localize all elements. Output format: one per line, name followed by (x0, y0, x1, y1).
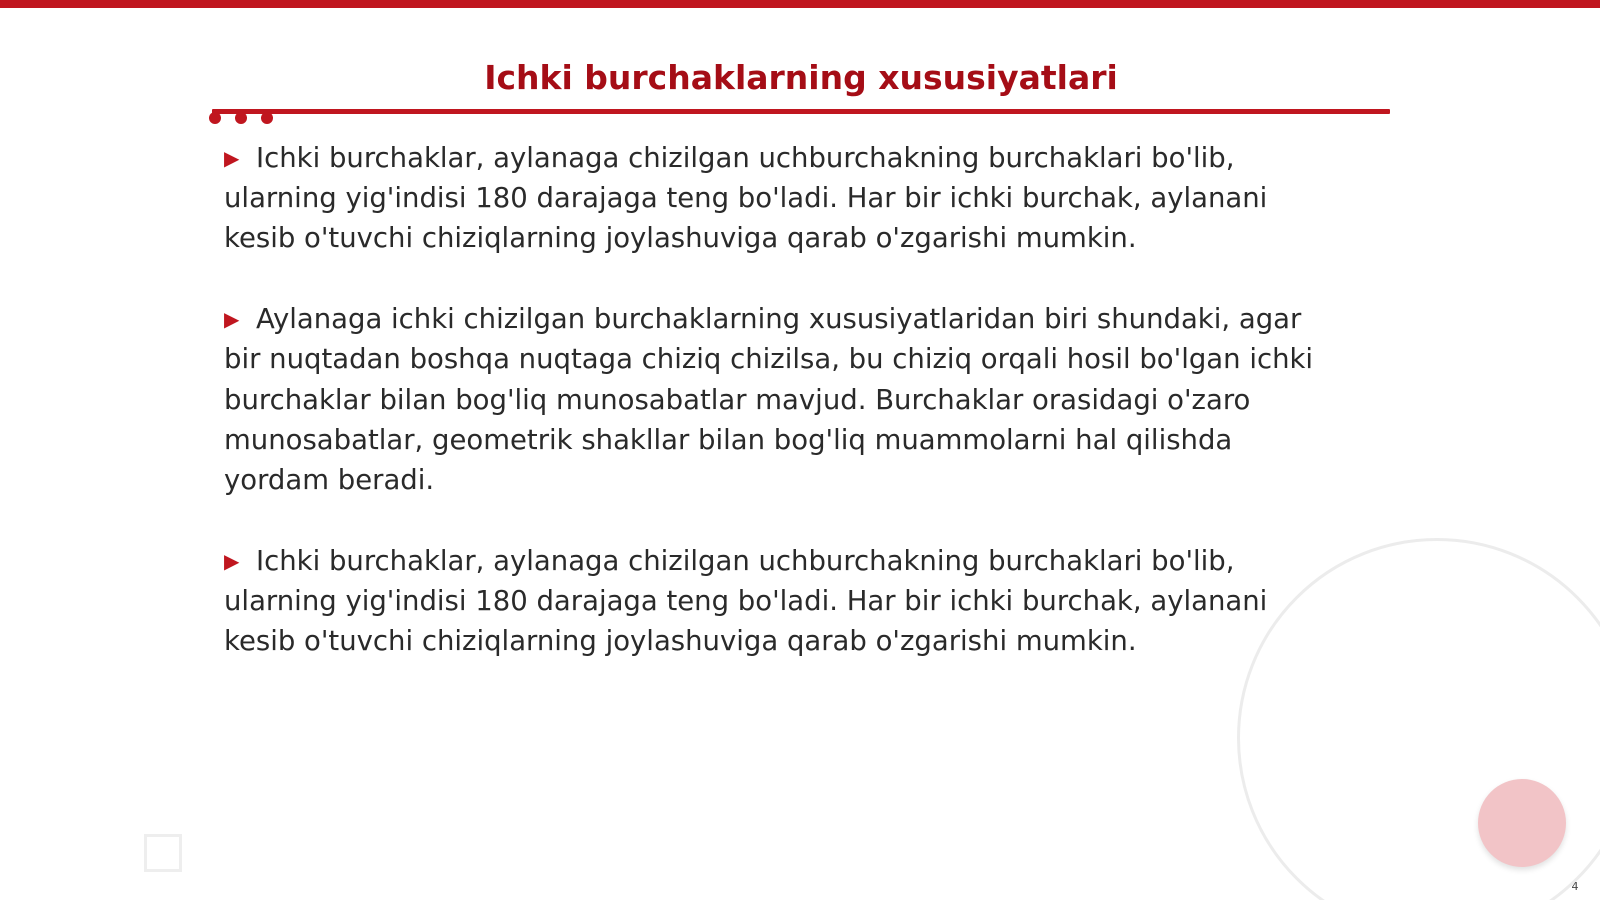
bullet-arrow-icon: ▶ (224, 548, 240, 573)
page-number: 4 (1571, 880, 1579, 893)
bullet-item (224, 299, 1344, 500)
divider-dot (261, 112, 273, 124)
bullet-arrow-icon: ▶ (224, 307, 240, 332)
divider-dot (235, 112, 247, 124)
title-divider (212, 109, 1390, 114)
decorative-square (144, 834, 182, 872)
bullet-text: Aylanaga ichki chizilgan burchaklarning xususiyatlaridan biri shundaki, agar bir nuqtadan boshqa nuqtaga chiziq chizilsa, bu chiziq orqali hosil bo'lgan ichki burchaklar bilan bog'liq munosabatlar mavjud. Burchaklar orasidagi o'zaro munosabatlar, geometrik shakllar bilan bog'liq muammolarni hal qilishda yordam beradi. (224, 303, 1314, 496)
decorative-circle (1478, 779, 1566, 867)
slide-title: Ichki burchaklarning xususiyatlari (484, 58, 1118, 97)
bullet-list (224, 138, 1344, 702)
top-accent-bar (0, 0, 1600, 8)
bullet-arrow-icon: ▶ (224, 146, 240, 170)
bullet-text: Ichki burchaklar, aylanaga chizilgan uchburchakning burchaklari bo'lib, ularning yig'indisi 180 darajaga teng bo'ladi. Har bir ichki burchak, aylanani kesib o'tuvchi chiziqlarning joylashuviga qarab o'zgarishi mumkin. (224, 142, 1268, 255)
bullet-item (224, 138, 1344, 259)
bullet-item (224, 541, 1344, 662)
divider-dot (209, 112, 221, 124)
bullet-text: Ichki burchaklar, aylanaga chizilgan uchburchakning burchaklari bo'lib, ularning yig'indisi 180 darajaga teng bo'ladi. Har bir ichki burchak, aylanani kesib o'tuvchi chiziqlarning joylashuviga qarab o'zgarishi mumkin. (224, 544, 1268, 658)
